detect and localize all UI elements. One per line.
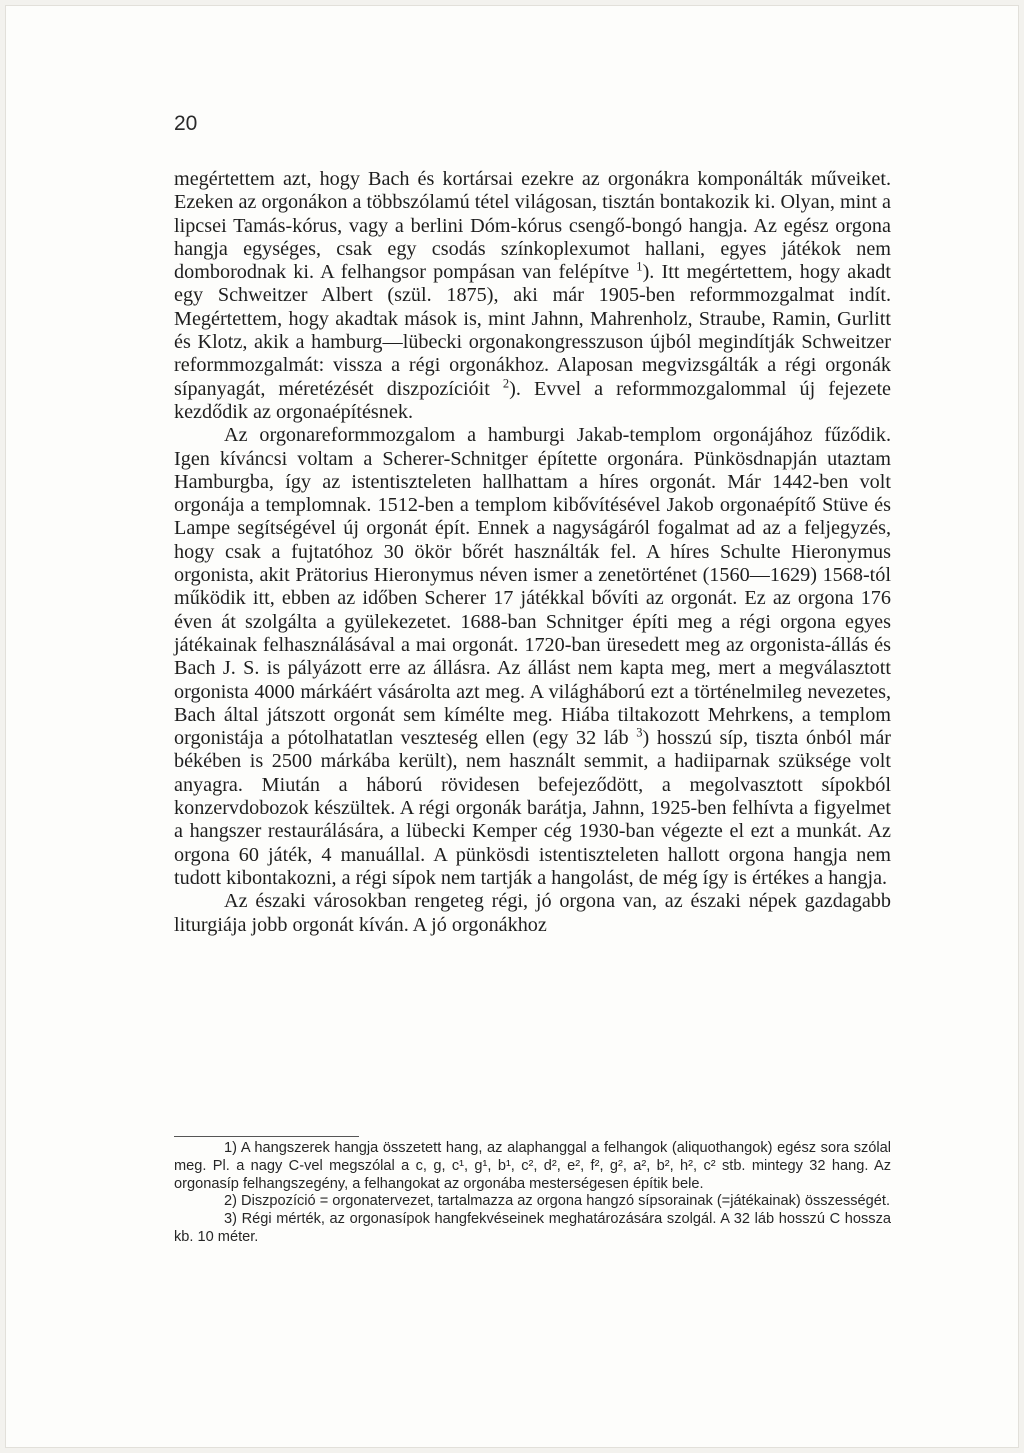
paragraph (174, 424, 891, 890)
footnote-divider (174, 1136, 359, 1137)
footnote (174, 1193, 891, 1211)
footnote-mark: 2) (224, 1193, 237, 1210)
page-number: 20 (174, 112, 198, 135)
footnote (174, 1211, 891, 1247)
footnote (174, 1140, 891, 1193)
book-page (6, 6, 1018, 1447)
paragraph (174, 890, 891, 937)
text-run: Az orgonareformmozgalom a hamburgi Jakab-templom orgonájához fűződik. Igen kíváncsi voltam a Scherer-Schnitger építette orgonára. Pünkösdnapján utaztam Hamburgba, így az istentiszteleten hallhattam a híres orgonát. Már 1442-ben volt orgonája a templomnak. 1512-ben a templom kibővítésével Jakob orgonaépítő Stüve és Lampe segítségével új orgonát épít. Ennek a nagyságáról fogalmat ad az a feljegyzés, hogy csak a fujtatóhoz 30 ökör bőrét használták fel. A híres Schulte Hieronymus orgonista, akit Prätorius Hieronymus néven ismer a zenetörténet (1560—1629) 1568-tól működik itt, ebben az időben Scherer 17 játékkal bővíti az orgonát. Ez az orgona 176 éven át szolgálta a gyülekezetet. 1688-ban Schnitger építi meg a régi orgona egyes játékainak felhasználásával a mai orgonát. 1720-ban üresedett meg az orgonista-állás és Bach J. S. is pályázott erre az állásra. Az állást nem kapta meg, mert a megválasztott orgonista 4000 márkáért vásárolta azt meg. A világháború ezt a történelmileg nevezetes, Bach által játszott orgonát sem kímélte meg. Hiába tiltakozott Mehrkens, a templom orgonistája a pótolhatatlan veszteség ellen (egy 32 láb (174, 424, 891, 750)
text-run: megértettem azt, hogy Bach és kortársai ezekre az orgonákra komponálták műveiket. Ezeken az orgonákon a többszólamú tétel világosan, tisztán bontakozik ki. Olyan, mint a lipcsei Tamás-kórus, vagy a berlini Dóm-kórus csengő-bongó hangja. Az egész orgona hangja egységes, csak egy csodás színkoplexumot hallani, egyes játékok nem domborodnak ki. A felhangsor pompásan van felépítve (174, 168, 891, 284)
footnotes (174, 1140, 891, 1247)
footnote-mark: 1) (224, 1140, 237, 1156)
text-run: ) hosszú síp, tiszta ónból már békében is 2500 márkába került), nem használt semmit, a hadiiparnak szüksége volt anyagra. Miután a háború rövidesen befejeződött, a megolvasztott sípokból konzervdobozok készültek. A régi orgonák barátja, Jahnn, 1925-ben felhívta a figyelmet a hangszer restaurálására, a lübecki Kemper cég 1930-ban végezte el ezt a munkát. Az orgona 60 játék, 4 manuállal. A pünkösdi istentiszteleten hallott orgona hangja nem tudott kibontakozni, a régi sípok nem tartják a hangolást, de még így is értékes a hangja. (174, 727, 891, 889)
footnote-ref: 2 (502, 375, 510, 390)
footnote-ref: 3 (636, 725, 643, 740)
paragraph (174, 168, 891, 424)
text-run: ). Evvel a reformmozgalommal új fejezete kezdődik az orgonaépítésnek. (174, 377, 892, 423)
footnote-text: A hangszerek hangja összetett hang, az alaphanggal a felhangok (aliquothangok) egész sora szólal meg. Pl. a nagy C-vel megszólal a c, g, c¹, g¹, b¹, c², d², e², f², g², a², b², h², c² stb. mintegy 32 hang. Az orgonasíp felhangszegény, a felhangokat az orgonába mesterségesen építik bele. (174, 1140, 891, 1192)
text-run: Az északi városokban rengeteg régi, jó orgona van, az északi népek gazdagabb liturgiája jobb orgonát kíván. A jó orgonákhoz (174, 890, 891, 936)
footnote-text: Diszpozíció = orgonatervezet, tartalmazza az orgona hangzó sípsorainak (=játékainak) összességét. (241, 1193, 891, 1210)
main-text (174, 168, 891, 937)
footnote-mark: 3) (224, 1211, 237, 1228)
footnote-text: Régi mérték, az orgonasípok hangfekvéseinek meghatározására szolgál. A 32 láb hosszú C hossza kb. 10 méter. (174, 1211, 891, 1245)
footnote-ref: 1 (636, 259, 643, 274)
text-run: ). Itt megértettem, hogy akadt egy Schweitzer Albert (szül. 1875), aki már 1905-ben reformmozgalmat indít. Megértettem, hogy akadtak mások is, mint Jahnn, Mahrenholz, Straube, Ramin, Gurlitt és Klotz, akik a hamburg—lübecki orgonakongresszuson újból megindítják Schweitzer reformmozgalmát: vissza a régi orgonákhoz. Alaposan megvizsgálták a régi orgonák sípanyagát, méretézését diszpozícióit (174, 261, 891, 400)
